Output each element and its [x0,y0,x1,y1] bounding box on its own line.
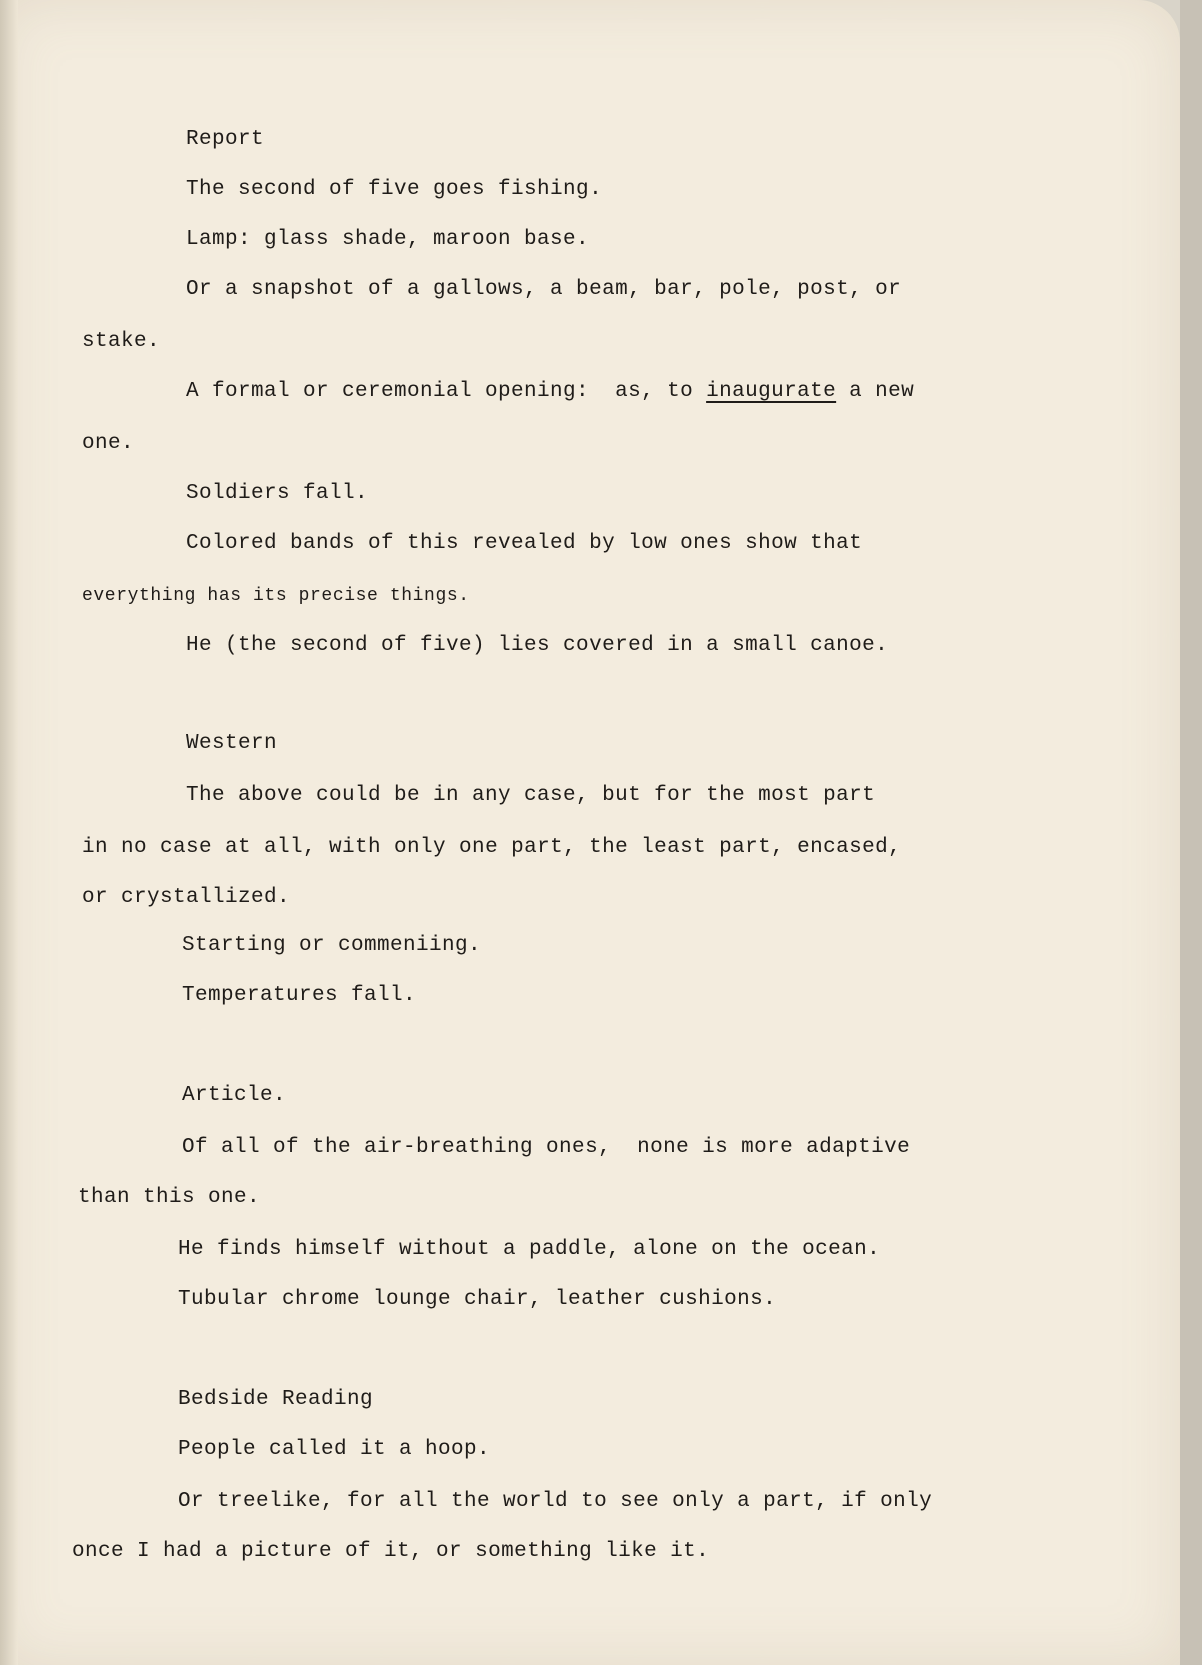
poem-line: or crystallized. [82,886,291,909]
poem-line: stake. [82,330,161,353]
poem-title-report: Report [186,128,265,151]
poem-line: He finds himself without a paddle, alone on the ocean. [178,1238,881,1261]
poem-line: Tubular chrome lounge chair, leather cushions. [178,1288,777,1311]
poem-line: Colored bands of this revealed by low ones show that [186,532,863,555]
poem-line: Temperatures fall. [182,984,417,1007]
poem-line: one. [82,432,135,455]
page-binding-edge [0,0,18,1665]
poem-line-segment: A formal or ceremonial opening: as, to [186,380,694,403]
poem-title-bedside-reading: Bedside Reading [178,1388,374,1411]
poem-line: Or a snapshot of a gallows, a beam, bar, pole, post, or [186,278,902,301]
poem-line: in no case at all, with only one part, the least part, encased, [82,836,902,859]
poem-title-article: Article. [182,1084,287,1107]
poem-line: once I had a picture of it, or something like it. [72,1540,710,1563]
poem-line: He (the second of five) lies covered in a small canoe. [186,634,889,657]
poem-line: Lamp: glass shade, maroon base. [186,228,590,251]
poem-line: The second of five goes fishing. [186,178,603,201]
poem-line [186,380,914,404]
poem-line: Starting or commeniing. [182,934,482,957]
poem-line-segment: a new [836,380,915,403]
poem-line: The above could be in any case, but for the most part [186,784,876,807]
poem-line: Or treelike, for all the world to see only a part, if only [178,1490,933,1513]
poem-line: everything has its precise things. [82,586,470,606]
poem-line: People called it a hoop. [178,1438,491,1461]
poem-title-western: Western [186,732,278,755]
poem-line: Of all of the air-breathing ones, none is more adaptive [182,1136,911,1159]
underlined-word: inaugurate [706,380,837,403]
next-page-edge [1180,0,1202,1665]
poem-line: Soldiers fall. [186,482,369,505]
poem-line: than this one. [78,1186,261,1209]
